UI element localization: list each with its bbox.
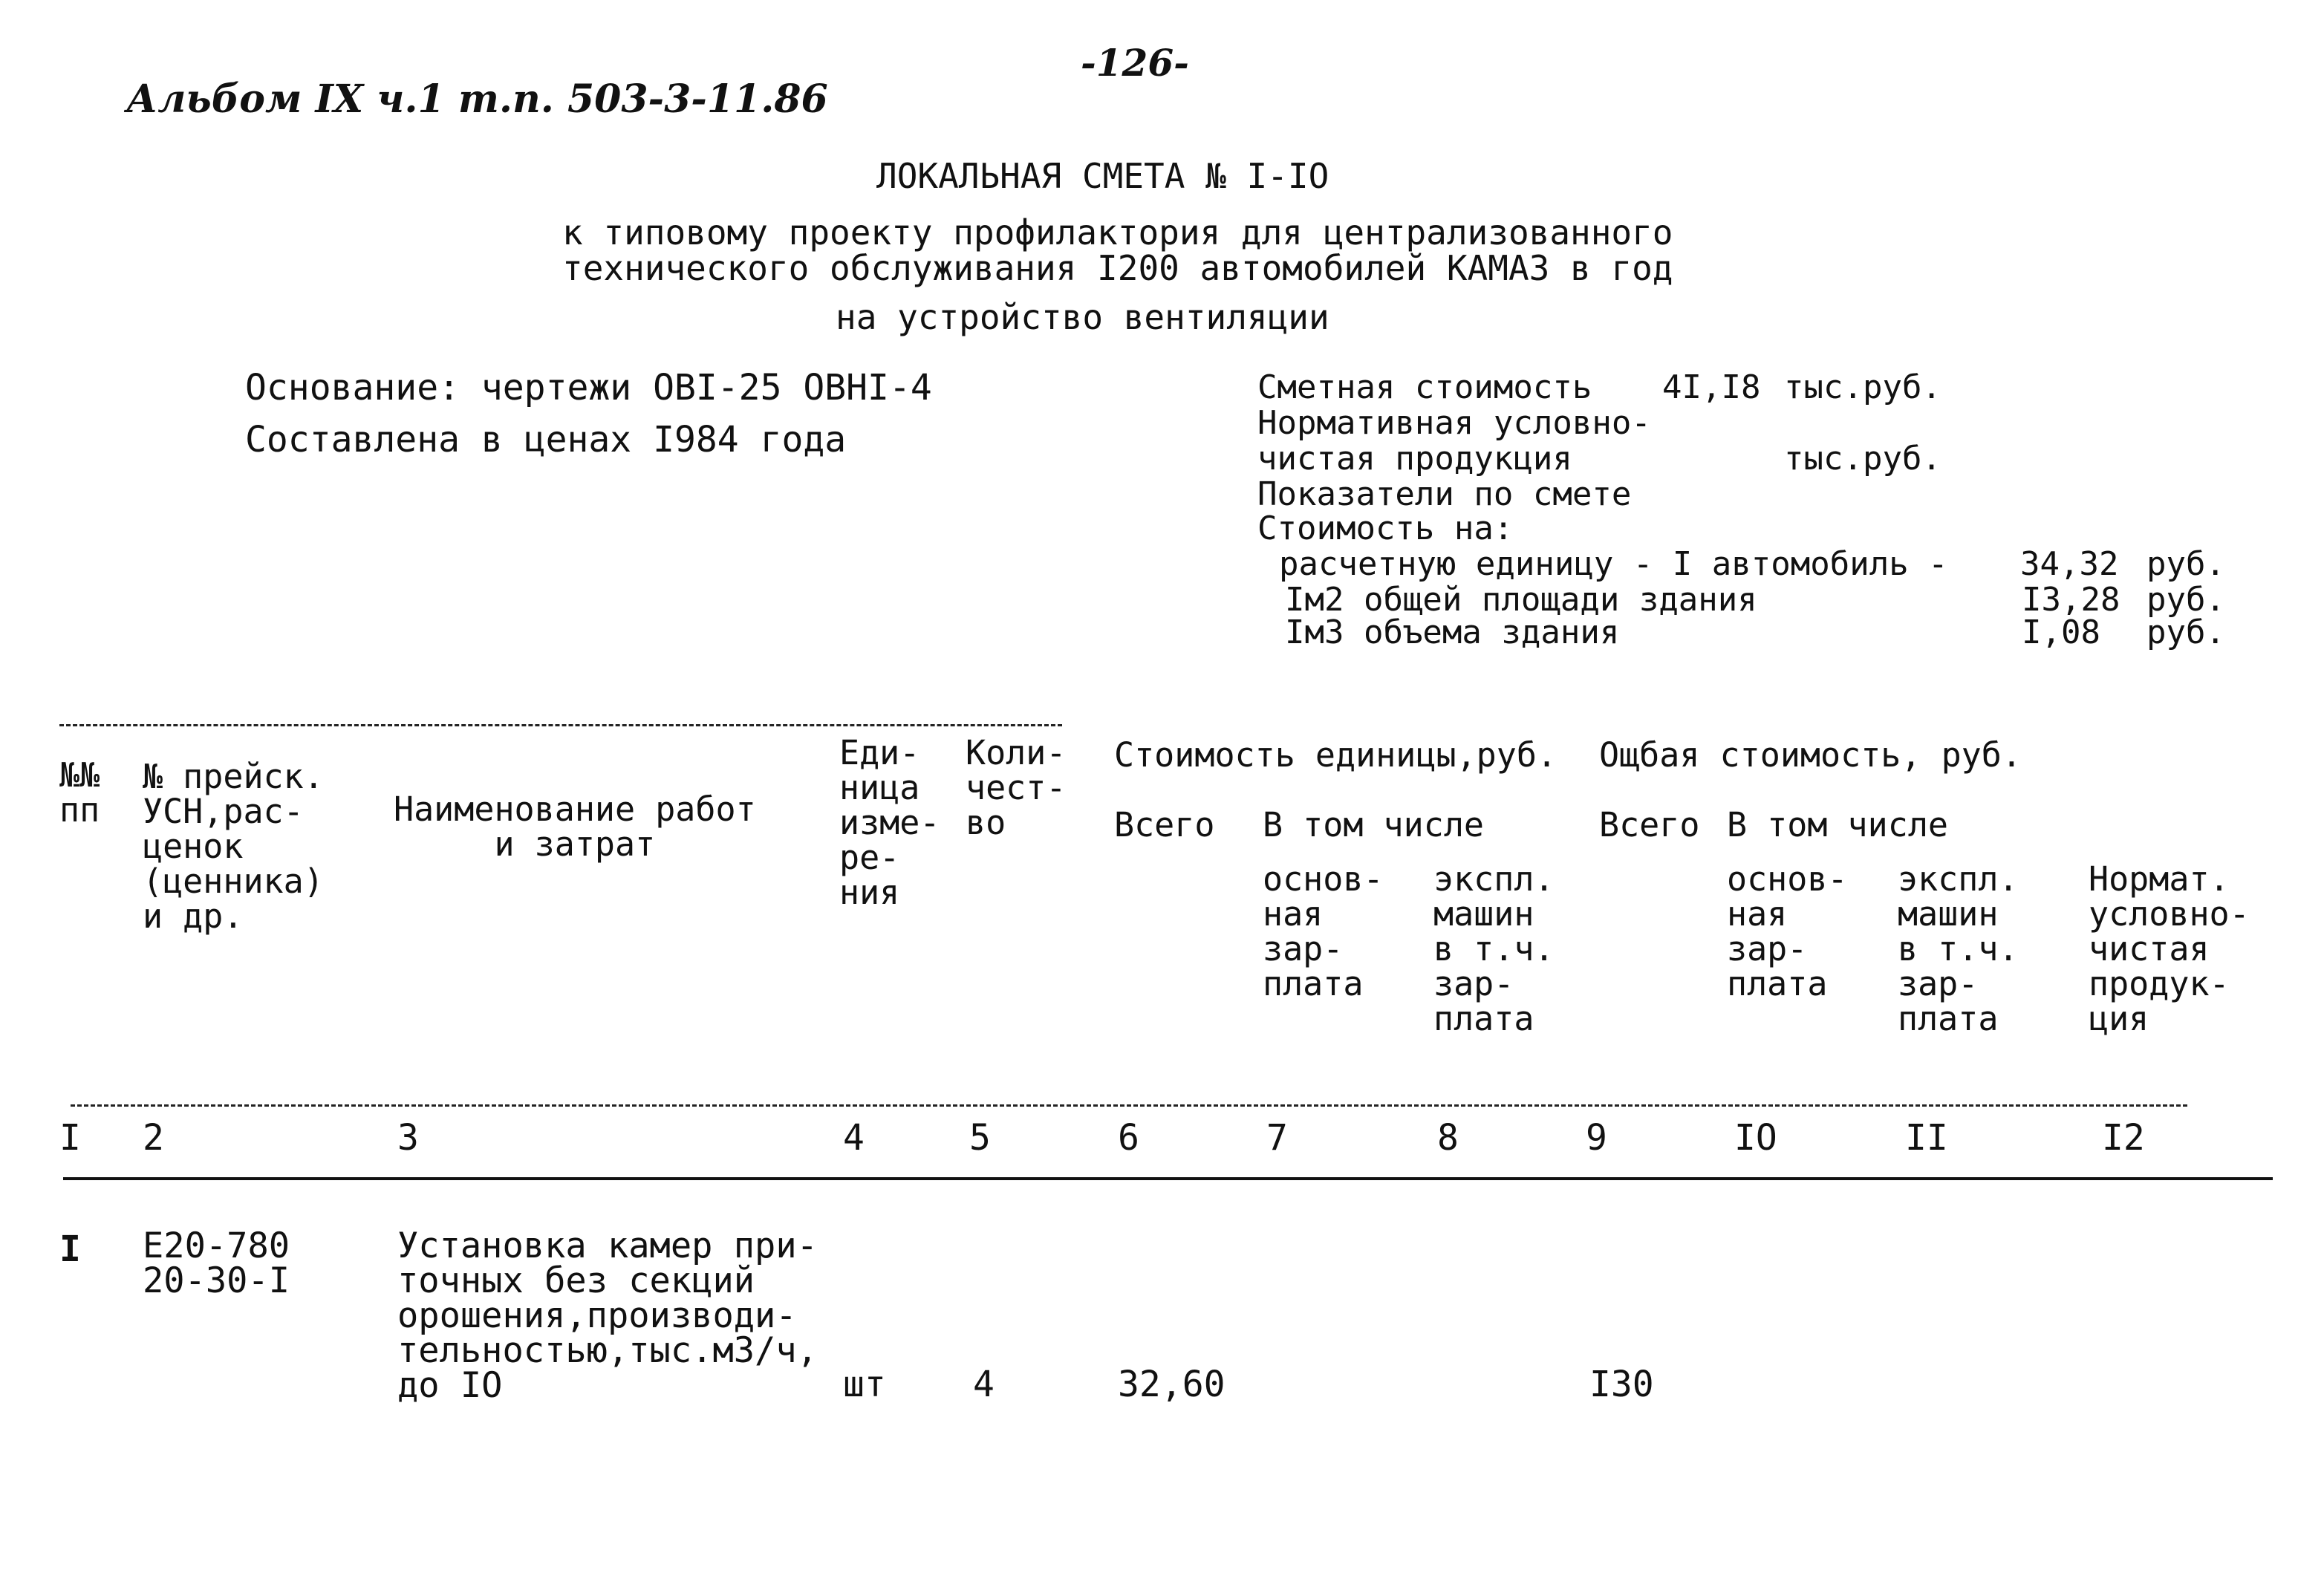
header-row-number: №№ пп (59, 755, 100, 830)
indicator-label-area: Iм2 общей площади здания (1285, 581, 1757, 619)
col-number-11: II (1905, 1117, 1948, 1159)
col-number-3: 3 (397, 1117, 419, 1159)
header-unit-base-salary: основ- ная зар- плата (1263, 859, 1384, 1003)
header-price-code: № прейск. УСН,рас- ценок (ценника) и др. (143, 757, 324, 936)
album-note: Альбом IX ч.1 т.п. 503-3-11.86 (126, 76, 828, 122)
indicator-unit-volume: руб. (2146, 613, 2225, 651)
basis-line: Основание: чертежи OBI-25 OBHI-4 (245, 367, 932, 408)
col-number-8: 8 (1437, 1117, 1459, 1159)
header-normative-product: Нормат. условно- чистая продук- ция (2089, 859, 2250, 1038)
header-total-cost-group: Ощбая стоимость, руб. (1599, 735, 2022, 775)
col-number-10: IO (1734, 1117, 1777, 1159)
header-bottom-rule (71, 1104, 2187, 1107)
header-unit-cost-group: Стоимость единицы,руб. (1114, 735, 1558, 775)
row-price-code: E20-780 20-30-I (143, 1225, 290, 1301)
row-unit-total: 32,60 (1118, 1364, 1226, 1405)
header-unit-total: Всего (1114, 805, 1215, 844)
cost-value: 4I,I8 (1662, 368, 1761, 406)
col-number-12: I2 (2102, 1117, 2145, 1159)
row-number: I (59, 1228, 81, 1270)
prices-line: Составлена в ценах I984 года (245, 419, 847, 460)
cost-label: Сметная стоимость (1257, 368, 1592, 406)
indicator-unit-car: руб. (2146, 545, 2225, 583)
row-quantity: 4 (973, 1364, 995, 1405)
row-unit: шт (843, 1364, 886, 1405)
indicators-label: Показатели по смете (1257, 475, 1632, 513)
row-work-name: Установка камер при- точных без секций орошения,производи- тельностью,тыс.м3/ч, до IO (397, 1225, 818, 1406)
header-total-base-salary: основ- ная зар- плата (1727, 859, 1848, 1003)
normative-line-1: Нормативная условно- (1257, 404, 1651, 442)
header-quantity: Коли- чест- во (966, 733, 1067, 842)
indicator-label-volume: Iм3 объема здания (1285, 613, 1620, 651)
header-total: Всего (1599, 805, 1700, 844)
header-total-machines: экспл. машин в т.ч. зар- плата (1898, 859, 2019, 1038)
header-total-including: В том числе (1727, 805, 1949, 844)
table-row (0, 1218, 2324, 1411)
indicator-unit-area: руб. (2146, 581, 2225, 619)
column-numbers-rule (63, 1177, 2273, 1180)
header-work-name: Наименование работ и затрат (394, 790, 756, 864)
table-top-rule (59, 724, 1062, 726)
title-line-3: на устройство вентиляции (836, 297, 1329, 337)
header-unit: Еди- ница изме- ре- ния (839, 733, 940, 912)
col-number-6: 6 (1118, 1117, 1139, 1159)
normative-line-2: чистая продукция (1257, 440, 1572, 478)
indicator-value-volume: I,08 (2022, 613, 2100, 651)
row-total: I30 (1589, 1364, 1654, 1405)
col-number-7: 7 (1266, 1117, 1288, 1159)
title-line-2: технического обслуживания I200 автомобилей КАМАЗ в год (562, 248, 1673, 288)
col-number-1: I (59, 1117, 81, 1159)
normative-unit: тыс.руб. (1784, 440, 1941, 478)
cost-unit: тыс.руб. (1784, 368, 1941, 406)
title-line-1: к типовому проекту профилактория для централизованного (562, 212, 1673, 253)
indicator-value-car: 34,32 (2020, 545, 2119, 583)
col-number-4: 4 (843, 1117, 865, 1159)
col-number-9: 9 (1586, 1117, 1607, 1159)
cost-per-label: Стоимость на: (1257, 509, 1514, 547)
col-number-5: 5 (969, 1117, 991, 1159)
header-unit-machines: экспл. машин в т.ч. зар- плата (1433, 859, 1555, 1038)
indicator-value-area: I3,28 (2022, 581, 2120, 619)
indicator-label-car: расчетную единицу - I автомобиль - (1279, 545, 1948, 583)
header-unit-including: В том числе (1263, 805, 1485, 844)
estimate-heading: ЛОКАЛЬНАЯ СМЕТА № I-IO (876, 156, 1329, 196)
page-number: -126- (1081, 41, 1189, 85)
col-number-2: 2 (143, 1117, 164, 1159)
